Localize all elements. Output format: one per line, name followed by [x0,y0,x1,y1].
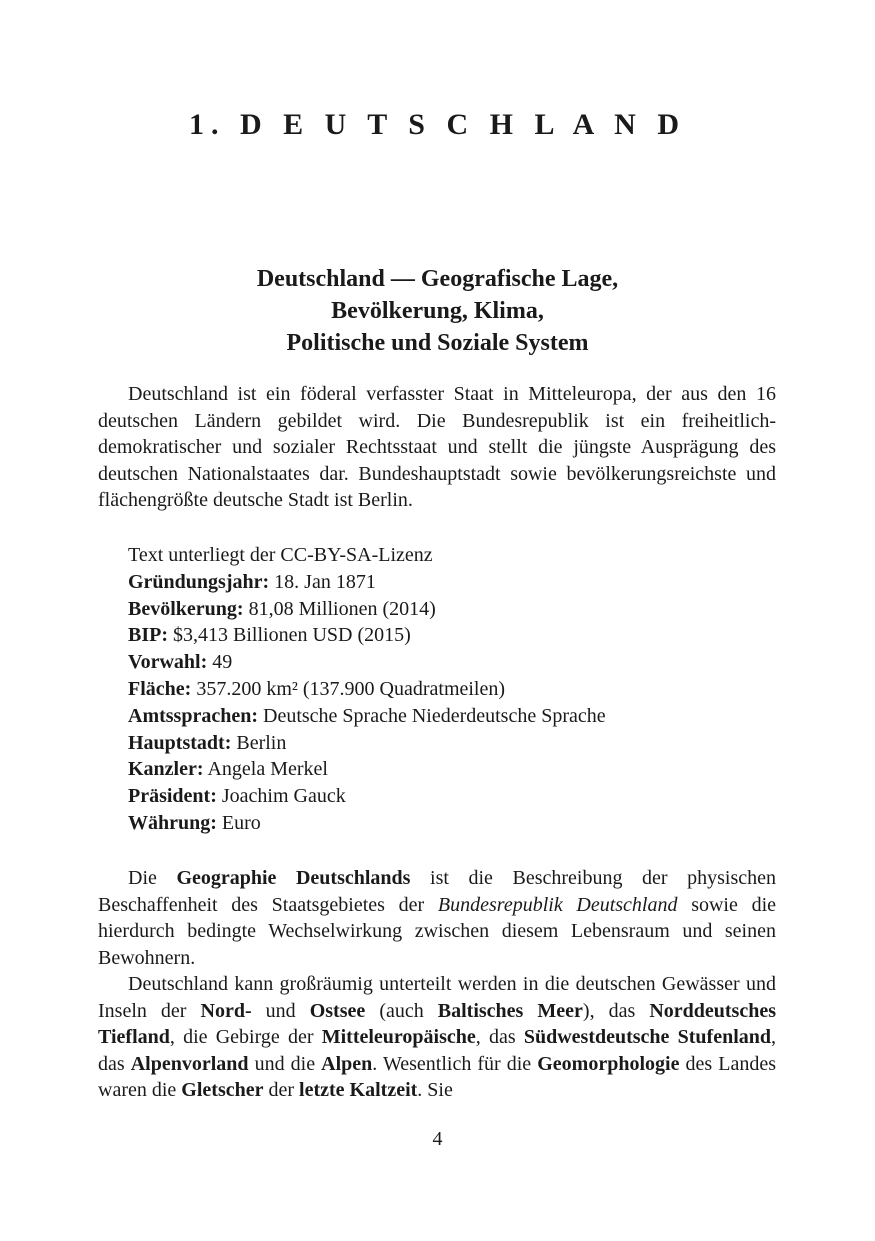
fact-dialing-code [128,649,778,676]
fact-area [128,676,778,703]
intro-paragraph: Deutschland ist ein föderal verfasster Staat in Mitteleuropa, der aus den 16 deutschen Ländern gebildet wird. Die Bundesrepublik ist ein freiheitlich- demokratischer und sozialer Rechtsstaat und stellt die jüngste Ausprägung des deutschen Nationalstaates dar. Bundeshauptstadt sowie bevölkerungsreichste und flächengrößte deutsche Stadt ist Berlin. [98,383,776,511]
fact-label: Vorwahl: [128,651,208,674]
fact-value: 18. Jan 1871 [274,570,376,593]
section-title-line-1: Deutschland — Geografische Lage, [256,266,619,292]
fact-value: 357.200 km² (137.900 Quadratmeilen) [196,677,506,700]
fact-label: Präsident: [128,785,217,808]
geography-paragraph: Die Geographie Deutschlands ist die Beschreibung der physischen Beschaffenheit des Staatsgebietes der Bundesrepublik Deutschland sowie die hierdurch bedingte Wechselwirkung zwischen diesem Lebensraum und seinen Bewohnern. [98,867,777,969]
fact-chancellor [128,756,778,783]
fact-value: $3,413 Billionen USD (2015) [173,624,411,647]
fact-label: Kanzler: [128,758,204,781]
fact-value: Deutsche Sprache Niederdeutsche Sprache [263,704,606,727]
fact-value: 49 [212,651,233,674]
page-number: 4 [432,1128,443,1150]
fact-label: Amtssprachen: [128,704,258,727]
license-note: Text unterliegt der CC-BY-SA-Lizenz [128,544,433,566]
section-title-line-3: Politische und Soziale System [286,330,589,356]
fact-label: Fläche: [128,677,192,700]
fact-founding-year [128,569,778,596]
section-title-line-2: Bevölkerung, Klima, [331,298,544,324]
regions-paragraph: Deutschland kann großräumig unterteilt werden in die deutschen Gewässer und Inseln der Nord- und Ostsee (auch Baltisches Meer), das Norddeutsches Tiefland, die Gebirge der Mitteleuropäische, das Südwestdeutsche Stufenland, das Alpenvorland und die Alpen. Wesentlich für die Geomorphologie des Landes waren die Gletscher der letzte Kaltzeit. Sie [98,973,776,1101]
fact-president [128,783,778,810]
fact-box [128,542,778,837]
fact-currency [128,810,778,837]
chapter-title: 1. D E U T S C H L A N D [189,108,686,141]
fact-official-languages [128,703,778,730]
fact-label: Hauptstadt: [128,731,232,754]
section-title [0,263,875,359]
fact-value: Berlin [236,731,287,754]
fact-label: BIP: [128,624,168,647]
fact-capital [128,730,778,757]
fact-value: Joachim Gauck [221,785,346,808]
term-geographie: Geographie Deutschlands [176,867,411,889]
fact-value: Angela Merkel [207,758,328,781]
fact-label: Bevölkerung: [128,597,244,620]
fact-value: 81,08 Millionen (2014) [248,597,436,620]
geography-section [98,865,776,1104]
fact-population [128,596,778,623]
fact-label: Gründungsjahr: [128,570,270,593]
fact-value: Euro [221,811,261,834]
term-bundesrepublik: Bundesrepublik Deutschland [437,893,678,916]
fact-label: Währung: [128,811,217,834]
fact-gdp [128,622,778,649]
